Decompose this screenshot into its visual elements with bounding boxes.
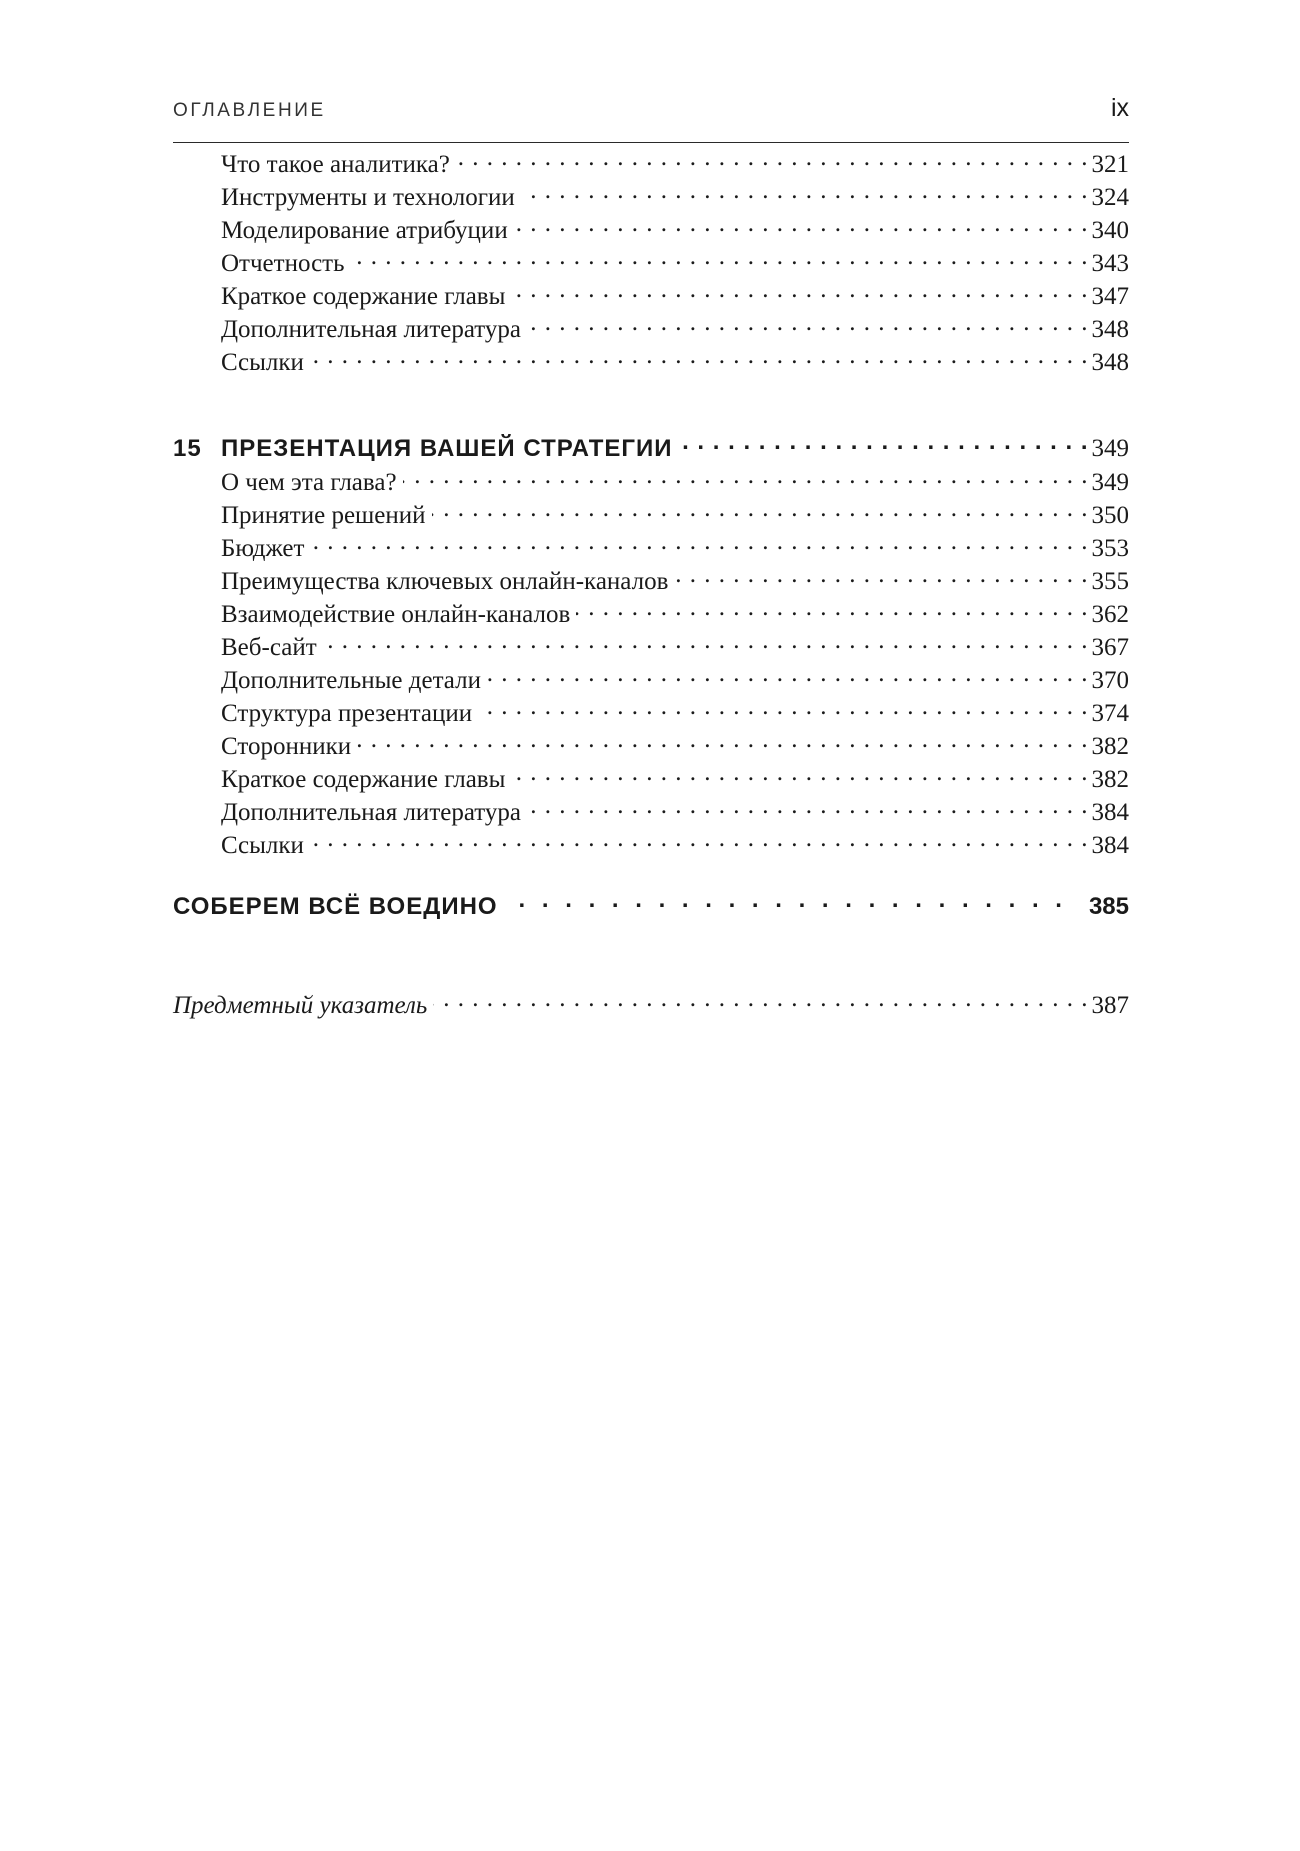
toc-part-page: 385 [1088,893,1129,920]
toc-entry-label: Структура презентации [221,700,473,727]
chapter-title: ПРЕЗЕНТАЦИЯ ВАШЕЙ СТРАТЕГИИ [221,435,673,462]
dot-leader [478,696,1088,721]
toc-entry[interactable] [173,795,1129,828]
toc-entry-page: 374 [1091,700,1129,727]
running-head-title: ОГЛАВЛЕНИЕ [173,100,326,121]
toc-entry-page: 384 [1091,832,1129,859]
dot-leader [433,988,1088,1013]
toc-entry[interactable] [173,279,1129,312]
toc-entry[interactable] [173,312,1129,345]
toc-entry-page: 384 [1091,799,1129,826]
toc-entry[interactable] [173,531,1129,564]
dot-leader [511,279,1088,304]
toc-entry-page: 321 [1091,151,1129,178]
toc-entry[interactable] [173,246,1129,279]
toc-entry[interactable] [173,564,1129,597]
toc-entry[interactable] [173,465,1129,498]
dot-leader [351,246,1089,271]
dot-leader [527,312,1089,337]
dot-leader [432,498,1089,523]
toc-entry-label: Ссылки [221,832,304,859]
toc-chapter-15 [173,432,1129,861]
toc-entry-label: Отчетность [221,250,345,277]
dot-leader [521,180,1089,205]
chapter-number: 15 [173,435,202,462]
toc-entry-page: 367 [1091,634,1129,661]
toc-entry-page: 350 [1091,502,1129,529]
toc-entry-page: 324 [1091,184,1129,211]
dot-leader [456,147,1089,172]
toc-entry[interactable] [173,597,1129,630]
dot-leader [576,597,1088,622]
dot-leader [508,890,1067,914]
toc-section-continued [173,147,1129,378]
toc-entry-page: 382 [1091,733,1129,760]
toc-entry-label: Что такое аналитика? [221,151,450,178]
dot-leader [310,531,1088,556]
toc-entry-label: Бюджет [221,535,305,562]
toc-part-heading[interactable] [173,890,1129,923]
book-page [173,0,1129,1851]
toc-entry-label: Ссылки [221,349,304,376]
toc-entry-page: 343 [1091,250,1129,277]
toc-entry-label: Моделирование атрибуции [221,217,508,244]
toc-entry-page: 353 [1091,535,1129,562]
toc-entry[interactable] [173,345,1129,378]
toc-entry-page: 382 [1091,766,1129,793]
toc-index-label: Предметный указатель [173,992,428,1019]
toc-entry-label: Краткое содержание главы [221,283,506,310]
toc-entry-page: 370 [1091,667,1129,694]
toc-entry[interactable] [173,147,1129,180]
toc-entry[interactable] [173,498,1129,531]
toc-entry-label: Принятие решений [221,502,426,529]
toc-entry-label: Сторонники [221,733,352,760]
dot-leader [487,663,1089,688]
dot-leader [679,432,1089,456]
toc-entry-label: Дополнительная литература [221,316,521,343]
toc-entry-label: Дополнительные детали [221,667,481,694]
toc-entry-label: Дополнительная литература [221,799,521,826]
toc-entry-label: О чем эта глава? [221,469,397,496]
toc-entry[interactable] [173,729,1129,762]
page-folio: ix [1110,94,1129,122]
toc-entry-label: Преимущества ключевых онлайн-каналов [221,568,669,595]
toc-entry[interactable] [173,630,1129,663]
toc-entry-label: Взаимодействие онлайн-каналов [221,601,571,628]
dot-leader [310,345,1089,370]
toc-entry[interactable] [173,828,1129,861]
toc-chapter-page: 349 [1091,435,1129,462]
toc-entry-page: 362 [1091,601,1129,628]
toc-entry-page: 348 [1091,316,1129,343]
dot-leader [403,465,1089,490]
toc-entry[interactable] [173,762,1129,795]
toc-entry[interactable] [173,213,1129,246]
toc-index-page: 387 [1091,992,1129,1019]
toc-entry[interactable] [173,663,1129,696]
toc-part-title: СОБЕРЕМ ВСЁ ВОЕДИНО [173,893,498,920]
toc-entry-page: 348 [1091,349,1129,376]
toc-entry-page: 340 [1091,217,1129,244]
dot-leader [323,630,1089,655]
dot-leader [310,828,1089,853]
dot-leader [357,729,1088,754]
toc-entry-page: 347 [1091,283,1129,310]
dot-leader [514,213,1089,238]
dot-leader [511,762,1088,787]
toc-index [173,988,1129,1021]
toc-entry-label: Краткое содержание главы [221,766,506,793]
toc-entry-page: 349 [1091,469,1129,496]
toc-entry-label: Инструменты и технологии [221,184,515,211]
toc-chapter-heading[interactable] [173,432,1129,465]
running-head [173,94,1129,128]
toc-conclusion [173,890,1129,923]
dot-leader [674,564,1088,589]
toc-entry[interactable] [173,696,1129,729]
dot-leader [527,795,1089,820]
toc-entry-label: Веб-сайт [221,634,317,661]
header-rule [173,142,1129,143]
toc-chapter-label [173,435,673,463]
toc-entry[interactable] [173,180,1129,213]
toc-index-entry[interactable] [173,988,1129,1021]
toc-entry-page: 355 [1091,568,1129,595]
